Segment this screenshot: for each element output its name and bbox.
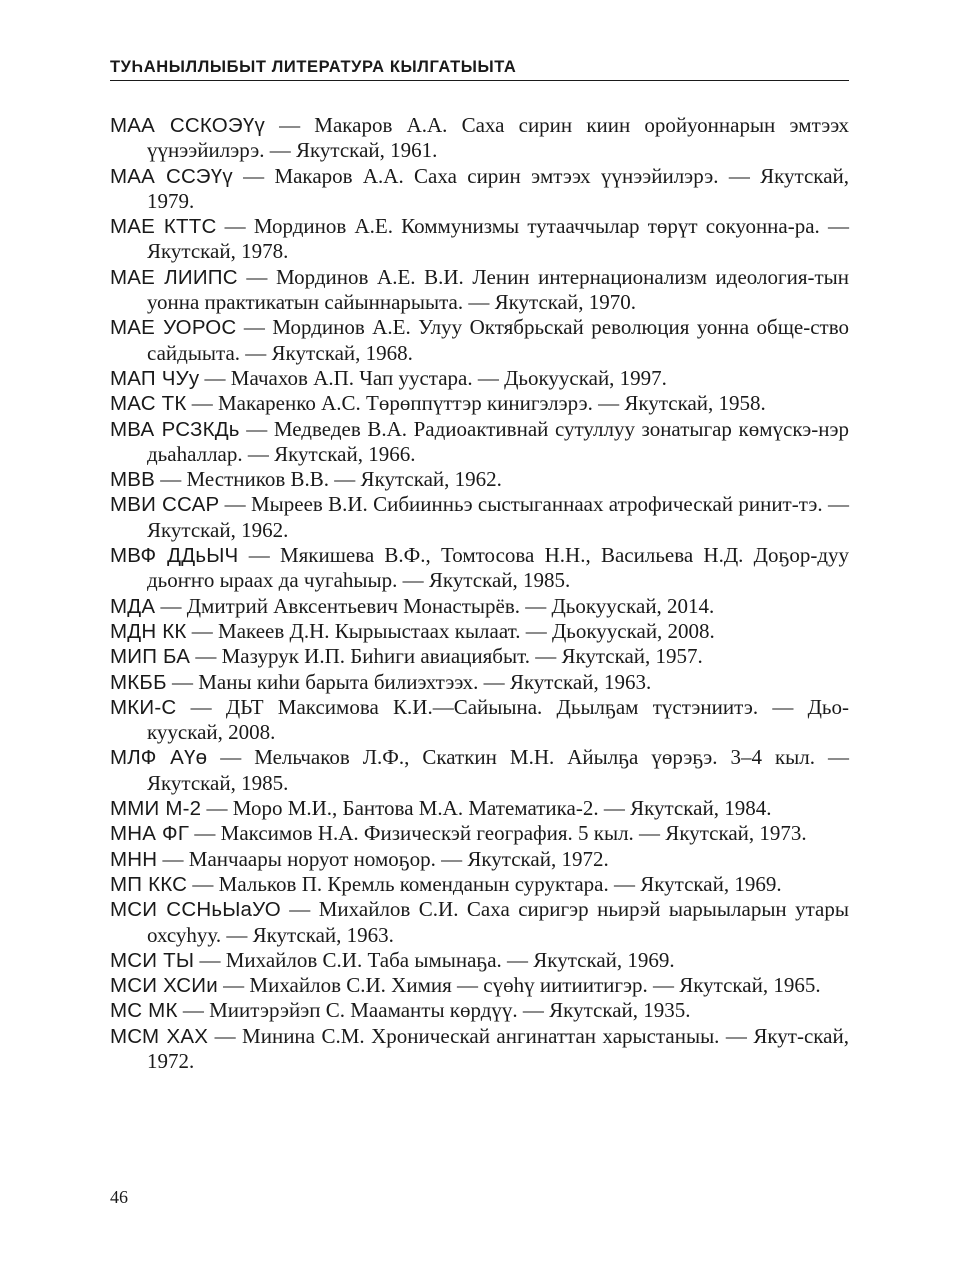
entry-abbreviation: МАЕ ЛИИПС (110, 265, 238, 289)
list-item (110, 594, 849, 619)
list-item (110, 417, 849, 468)
entry-abbreviation: МВА РСЗКДь (110, 417, 240, 441)
entry-text: — Дмитрий Авксентьевич Монастырёв. — Дьокуускай, 2014. (160, 593, 715, 618)
entry-abbreviation: МЛФ АҮө (110, 746, 208, 770)
entry-abbreviation: МВИ ССАР (110, 493, 220, 517)
list-item (110, 872, 849, 897)
list-item (110, 467, 849, 492)
entry-text: — ДЬТ Максимова К.И.—Сайыына. Дьылҕам түстэниитэ. — Дьо-куускай, 2008. (147, 694, 850, 745)
entry-abbreviation: МСИ ТЫ (110, 948, 195, 972)
entry-abbreviation: МАА ССКОЭҮү (110, 114, 265, 137)
entry-text: — Маны киһи барыта билиэхтээх. — Якутскай, 1963. (171, 669, 652, 694)
list-item (110, 265, 849, 316)
entry-abbreviation: МКББ (110, 670, 167, 694)
list-item (110, 366, 849, 391)
list-item (110, 492, 849, 543)
list-item (110, 543, 849, 594)
entry-text: — Макаров А.А. Саха сирин эмтээх үүнээйилэрэ. — Якутскай, 1979. (147, 163, 850, 213)
list-item (110, 644, 849, 669)
entry-abbreviation: ММИ М-2 (110, 797, 202, 821)
running-header (110, 52, 849, 81)
header-title: ТУҺАНЫЛЛЫБЫТ ЛИТЕРАТУРА КЫЛГАТЫЫТА (110, 58, 517, 76)
entry-text: — Михайлов С.И. Таба ымынаҕа. — Якутскай, 1969. (199, 947, 675, 972)
entry-text: — Мазурук И.П. Биһиги авиациябыт. — Якутскай, 1957. (195, 644, 703, 669)
list-item (110, 670, 849, 695)
entry-text: — Мальков П. Кремль коменданын суруктара. — Якутскай, 1969. (192, 871, 782, 896)
abbreviation-list (110, 113, 849, 1074)
entry-text: — Манчаары норуот номоҕор. — Якутскай, 1972. (162, 846, 609, 871)
entry-abbreviation: МСМ ХАХ (110, 1024, 209, 1048)
entry-abbreviation: МСИ ХСИи (110, 974, 218, 998)
list-item (110, 391, 849, 416)
list-item (110, 821, 849, 846)
entry-text: — Местников В.В. — Якутскай, 1962. (160, 467, 502, 492)
entry-abbreviation: МДН КК (110, 619, 187, 643)
list-item (110, 998, 849, 1023)
list-item (110, 973, 849, 998)
list-item (110, 315, 849, 366)
entry-text: — Мординов А.Е. Улуу Октябрьскай революция уонна обще-ство сайдыыта. — Якутскай, 1968. (147, 315, 849, 365)
entry-abbreviation: МАЕ УОРОС (110, 316, 237, 340)
list-item (110, 214, 849, 265)
entry-text: — Мординов А.Е. В.И. Ленин интернационализм идеология-тын уонна практикатын сайыннарыыта. — Якутскай, 1970. (147, 264, 849, 315)
entry-text: — Мельчаков Л.Ф., Скаткин М.Н. Айылҕа үөрэҕэ. 3–4 кыл. — Якутскай, 1985. (147, 745, 849, 795)
entry-abbreviation: МВФ ДДьЫЧ (110, 544, 239, 568)
entry-text: — Михайлов С.И. Химия — сүөһү иитиитигэр. — Якутскай, 1965. (223, 973, 821, 998)
entry-abbreviation: МВВ (110, 468, 156, 492)
entry-abbreviation: МП ККС (110, 872, 188, 896)
list-item (110, 113, 849, 164)
entry-text: — Макаров А.А. Саха сирин киин оройуоннарын эмтээх үүнээйилэрэ. — Якутскай, 1961. (147, 113, 849, 163)
entry-abbreviation: МНА ФГ (110, 822, 190, 846)
entry-abbreviation: МС МК (110, 999, 178, 1023)
entry-text: — Мординов А.Е. Коммунизмы тутааччылар төрүт сокуонна-ра. — Якутскай, 1978. (147, 214, 849, 264)
entry-abbreviation: МСИ ССНьЫаУО (110, 898, 281, 922)
entry-text: — Медведев В.А. Радиоактивнай сутуллуу зонатыгар көмүскэ-нэр дьаһаллар. — Якутскай, 1966. (147, 416, 850, 466)
entry-abbreviation: МДА (110, 594, 156, 618)
list-item (110, 948, 849, 973)
entry-text: — Мачахов А.П. Чап уустара. — Дьокуускай, 1997. (204, 365, 667, 390)
entry-text: — Михайлов С.И. Саха сиригэр ньирэй ыарыыларын утары охсуһуу. — Якутскай, 1963. (147, 897, 849, 947)
entry-text: — Макеев Д.Н. Кырыыстаах кылаат. — Дьокуускай, 2008. (191, 618, 715, 643)
list-item (110, 897, 849, 948)
list-item (110, 745, 849, 796)
entry-abbreviation: МАС ТК (110, 392, 187, 416)
list-item (110, 847, 849, 872)
list-item (110, 796, 849, 821)
entry-abbreviation: МАП ЧУу (110, 366, 200, 390)
entry-text: — Мыреев В.И. Сибиинньэ сыстыганнаах атрофическай ринит-тэ. — Якутскай, 1962. (147, 492, 849, 542)
list-item (110, 695, 849, 746)
page-number: 46 (110, 1187, 128, 1207)
entry-abbreviation: МИП БА (110, 645, 191, 669)
entry-abbreviation: МАА ССЭҮү (110, 164, 233, 188)
entry-text: — Максимов Н.А. Физическэй география. 5 кыл. — Якутскай, 1973. (194, 821, 807, 846)
entry-text: — Минина С.М. Хроническай ангинаттан харыстаныы. — Якут-скай, 1972. (147, 1023, 849, 1073)
entry-text: — Моро М.И., Бантова М.А. Математика-2. — Якутскай, 1984. (206, 796, 772, 821)
entry-text: — Мякишева В.Ф., Томтосова Н.Н., Васильева Н.Д. Доҕор-дуу дьоҥҥо ыраах да чугаһыыр. — Якутскай, 1985. (147, 543, 850, 593)
entry-text: — Макаренко А.С. Төрөппүттэр кинигэлэрэ. — Якутскай, 1958. (191, 391, 766, 416)
list-item (110, 164, 849, 215)
list-item (110, 619, 849, 644)
entry-abbreviation: МНН (110, 847, 158, 871)
list-item (110, 1024, 849, 1075)
entry-abbreviation: МКИ-С (110, 695, 177, 719)
entry-text: — Миитэрэйэп С. Мааманты көрдүү. — Якутскай, 1935. (182, 998, 691, 1023)
entry-abbreviation: МАЕ КТТС (110, 215, 217, 239)
